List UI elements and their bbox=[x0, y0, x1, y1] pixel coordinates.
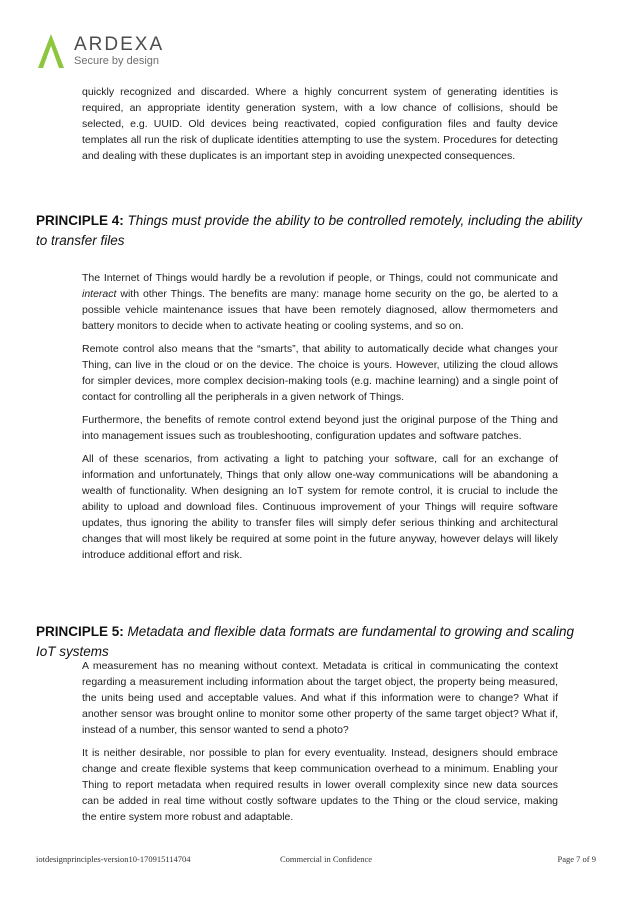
intro-paragraph: quickly recognized and discarded. Where a highly concurrent system of generating identities is required, an appropriate identity generation system, with a low chance of collisions, should be selected, e.g. UUID. Old devices being reactivated, copied configuration files and faulty device templates all run the risk of duplicate identities attempting to use the system. Procedures for detecting and dealing with these duplicates is an important step in avoiding unexpected consequences. bbox=[82, 86, 558, 162]
principle-5-paragraph-2: It is neither desirable, nor possible to plan for every eventuality. Instead, designers should embrace change and create flexible systems that keep communication overhead to a minimum. Enabling your Thing to report metadata when required results in lower overall complexity since new data sources can be added in real time without costly software updates to the Thing or the cloud service, making the entire system more robust and adaptable. bbox=[82, 747, 558, 823]
principle-5-heading bbox=[36, 622, 596, 662]
p4-text-b: with other Things. The benefits are many: manage home security on the go, be alerted to a possible vehicle maintenance issues that have been remotely diagnosed, allow thermometers and battery monitors to decide when to activate heating or cooling systems, and so on. bbox=[82, 288, 558, 332]
principle-4-paragraph-3: Furthermore, the benefits of remote control extend beyond just the original purpose of the Thing and into management issues such as troubleshooting, configuration updates and software patches. bbox=[82, 414, 558, 442]
p4-text-a: The Internet of Things would hardly be a revolution if people, or Things, could not communicate and bbox=[82, 272, 558, 284]
intro-section bbox=[82, 84, 558, 171]
principle-5-section bbox=[82, 658, 558, 832]
footer-confidentiality: Commercial in Confidence bbox=[280, 854, 373, 864]
footer-doc-id: iotdesignprinciples-version10-170915114704 bbox=[36, 854, 191, 864]
principle-4-heading bbox=[36, 211, 596, 251]
principle-4-title: Things must provide the ability to be controlled remotely, including the ability to transfer files bbox=[36, 213, 583, 248]
ardexa-logo-icon bbox=[36, 32, 66, 70]
principle-4-paragraph-2: Remote control also means that the “smarts”, that ability to automatically decide what changes your Thing, can live in the cloud or on the device. The choice is yours. However, utilizing the cloud allows for simpler devices, more complex decision-making tools (e.g. machine learning) and a single point of contact for controlling all the peripherals in a given network of Things. bbox=[82, 343, 558, 403]
brand-name: ARDEXA bbox=[74, 33, 165, 55]
principle-5-paragraph-1: A measurement has no meaning without context. Metadata is critical in communicating the context regarding a measurement including information about the target object, the property being measured, the units being used and acceptable values. And what if this information were to change? What if another sensor was brought online to monitor some other property of the same target object? What if, instead of a number, this sensor wanted to send a photo? bbox=[82, 660, 558, 736]
ardexa-logo bbox=[36, 32, 164, 70]
p4-emphasis: interact bbox=[82, 288, 117, 300]
principle-4-paragraph-4: All of these scenarios, from activating a light to patching your software, call for an exchange of information and unfortunately, Things that only allow one-way communications will be abandoning a wealth of functionality. When designing an IoT system for remote control, it is crucial to include the ability to upload and download files. Continuous improvement of your Things will require software updates, thus ignoring the ability to transfer files will simply defer serious thinking and architectural changes that will most likely be required at some point in the future anyway, however delays will likely introduce additional effort and risk. bbox=[82, 453, 558, 561]
principle-4-paragraph-1 bbox=[82, 270, 558, 334]
principle-5-title: Metadata and flexible data formats are fundamental to growing and scaling IoT systems bbox=[36, 624, 575, 659]
principle-5-number: PRINCIPLE 5: bbox=[36, 624, 124, 639]
principle-4-number: PRINCIPLE 4: bbox=[36, 213, 124, 228]
principle-4-section bbox=[82, 270, 558, 570]
footer-page-number: Page 7 of 9 bbox=[557, 854, 596, 864]
brand-tagline: Secure by design bbox=[74, 54, 159, 67]
